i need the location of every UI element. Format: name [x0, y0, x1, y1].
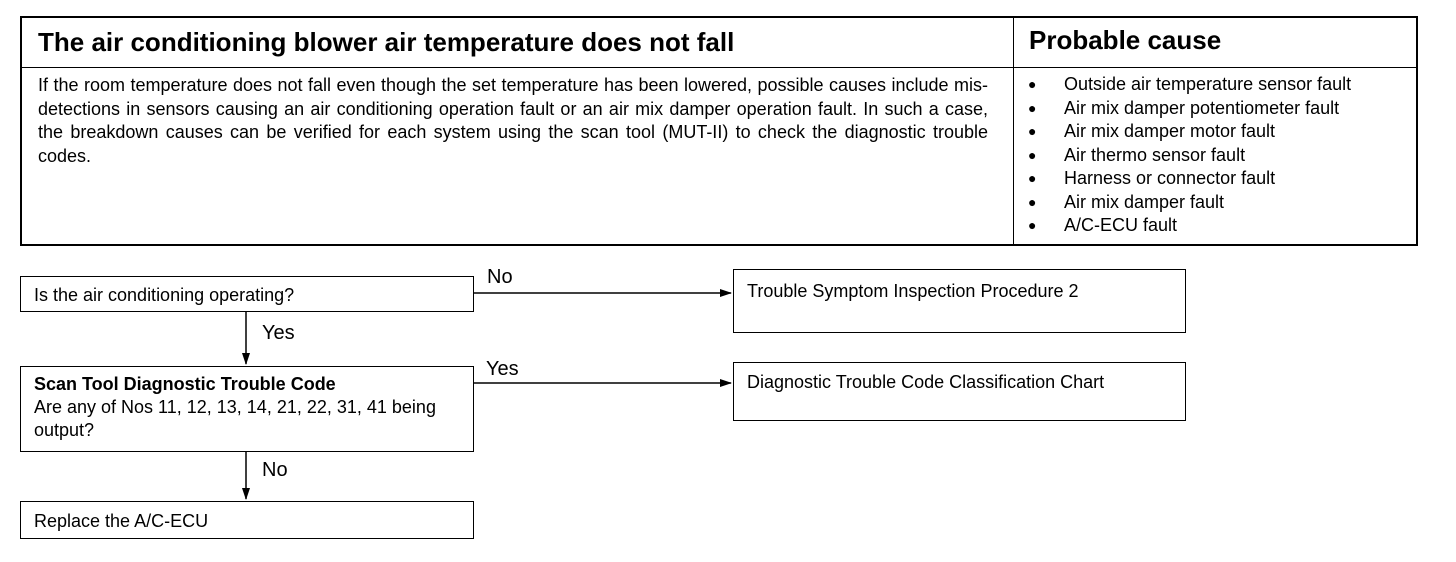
scan-tool-question: Are any of Nos 11, 12, 13, 14, 21, 22, 31, 41 being output? — [34, 397, 436, 440]
bullet-icon: ● — [1028, 76, 1037, 92]
list-item: ● Harness or connector fault — [1024, 167, 1351, 191]
bullet-icon: ● — [1028, 170, 1037, 186]
question-scan-tool-dtc — [20, 366, 474, 452]
list-item: ● Air mix damper fault — [1024, 191, 1351, 215]
list-item: ● Air mix damper motor fault — [1024, 120, 1351, 144]
scan-tool-title: Scan Tool Diagnostic Trouble Code — [34, 374, 336, 394]
list-item: ● Outside air temperature sensor fault — [1024, 73, 1351, 97]
list-item: ● Air thermo sensor fault — [1024, 144, 1351, 168]
result-dtc-classification-chart: Diagnostic Trouble Code Classification Chart — [733, 362, 1186, 421]
list-item: ● A/C-ECU fault — [1024, 214, 1351, 238]
bullet-icon: ● — [1028, 193, 1037, 210]
result-inspection-procedure-2: Trouble Symptom Inspection Procedure 2 — [733, 269, 1186, 333]
action-replace-ecu: Replace the A/C-ECU — [20, 501, 474, 539]
label-q1-yes: Yes — [262, 322, 295, 344]
bullet-icon: ● — [1028, 99, 1037, 116]
symptom-title: The air conditioning blower air temperature does not fall — [38, 27, 735, 57]
list-item: ● Air mix damper potentiometer fault — [1024, 97, 1351, 121]
bullet-icon: ● — [1028, 123, 1037, 139]
label-q2-no: No — [262, 459, 288, 481]
probable-cause-header: Probable cause — [1029, 25, 1222, 55]
bullet-icon: ● — [1028, 217, 1037, 233]
label-q2-yes: Yes — [486, 358, 519, 380]
symptom-description: If the room temperature does not fall even though the set temperature has been lowered, possible causes include mis-detections in sensors causing an air conditioning operation fault or an air mix damper operation fault. In such a case, the breakdown causes can be verified for each system using the scan tool (MUT-II) to check the diagnostic trouble codes. — [38, 75, 988, 166]
bullet-icon: ● — [1028, 146, 1037, 163]
label-q1-no: No — [487, 266, 513, 288]
question-ac-operating: Is the air conditioning operating? — [20, 276, 474, 312]
